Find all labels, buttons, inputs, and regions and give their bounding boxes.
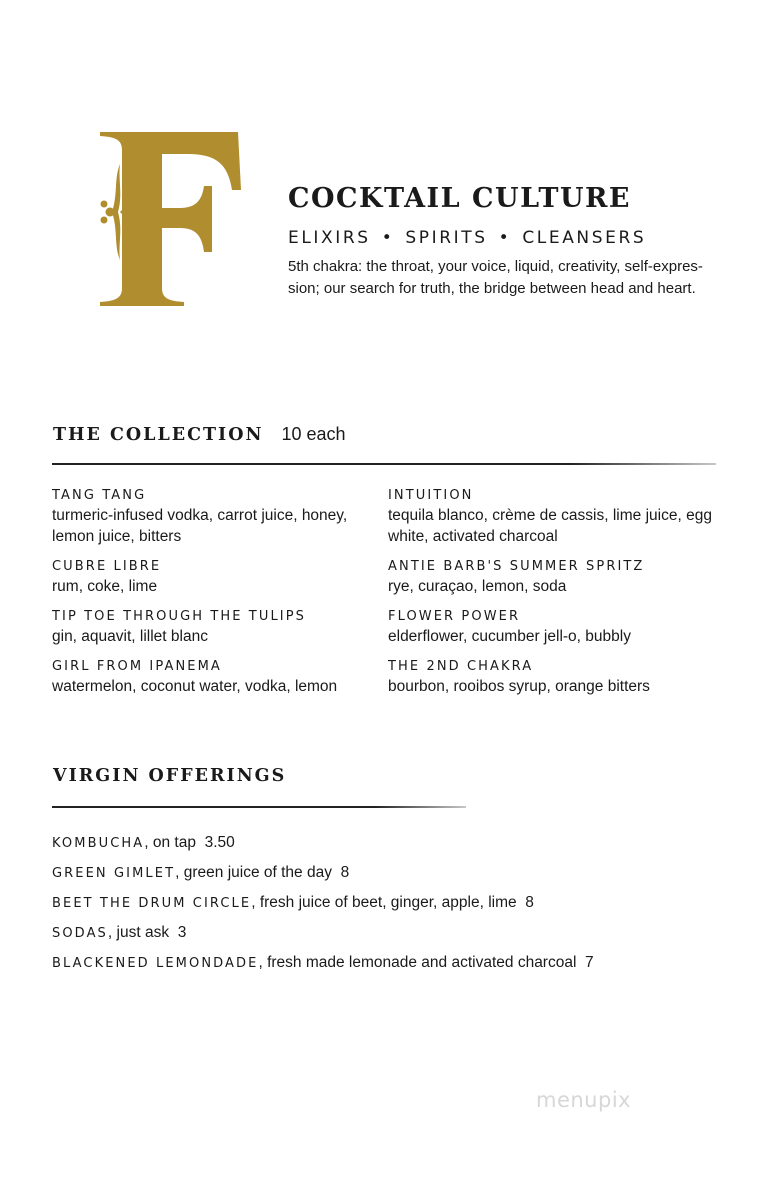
collection-left-column xyxy=(52,486,382,707)
item-name: GREEN GIMLET xyxy=(52,866,176,881)
item-price: 8 xyxy=(340,864,350,881)
collection-divider xyxy=(52,463,716,465)
comma: , xyxy=(258,954,268,971)
item-name: CUBRE LIBRE xyxy=(52,559,162,574)
virgin-list xyxy=(52,828,594,978)
menu-item xyxy=(52,486,382,547)
tagline-line: sion; our search for truth, the bridge between head and heart. xyxy=(288,280,696,297)
brand-title: COCKTAIL CULTURE xyxy=(288,183,632,214)
item-price: 3 xyxy=(177,924,187,941)
virgin-item xyxy=(52,888,594,918)
virgin-title: VIRGIN OFFERINGS xyxy=(53,766,287,786)
item-name: INTUITION xyxy=(388,488,474,503)
bullet-separator: • xyxy=(381,228,395,248)
category-spirits: SPIRITS xyxy=(405,228,488,248)
tagline xyxy=(288,256,720,300)
menu-item xyxy=(52,607,382,647)
comma: , xyxy=(175,864,184,881)
item-description: bourbon, rooibos syrup, orange bitters xyxy=(388,678,650,695)
item-name: ANTIE BARB'S SUMMER SPRITZ xyxy=(388,559,645,574)
collection-title: THE COLLECTION xyxy=(53,425,264,445)
menu-item xyxy=(52,557,382,597)
item-description: gin, aquavit, lillet blanc xyxy=(52,628,208,645)
virgin-item xyxy=(52,828,594,858)
header xyxy=(288,180,728,300)
item-description: elderflower, cucumber jell-o, bubbly xyxy=(388,628,631,645)
item-description: turmeric-infused vodka, carrot juice, honey, lemon juice, bitters xyxy=(52,507,348,545)
item-name: FLOWER POWER xyxy=(388,609,521,624)
comma: , xyxy=(251,894,260,911)
item-price: 3.50 xyxy=(204,834,235,851)
menu-item xyxy=(388,657,718,697)
item-description: fresh juice of beet, ginger, apple, lime xyxy=(259,894,517,911)
item-description: rum, coke, lime xyxy=(52,578,158,595)
virgin-item xyxy=(52,948,594,978)
menu-item xyxy=(52,657,382,697)
item-price: 8 xyxy=(525,894,534,911)
menu-item xyxy=(388,607,718,647)
item-name: THE 2ND CHAKRA xyxy=(388,659,534,674)
logo-f-monogram xyxy=(96,128,246,308)
collection-price-note: 10 each xyxy=(281,424,346,444)
item-name: BLACKENED LEMONDADE xyxy=(52,956,259,971)
virgin-item xyxy=(52,918,594,948)
item-description: fresh made lemonade and activated charcoal xyxy=(267,954,577,971)
item-price: 7 xyxy=(585,954,594,971)
virgin-heading xyxy=(53,766,286,786)
item-name: TANG TANG xyxy=(52,488,147,503)
item-description: watermelon, coconut water, vodka, lemon xyxy=(52,678,338,695)
category-elixirs: ELIXIRS xyxy=(288,228,371,248)
comma: , xyxy=(144,834,153,851)
virgin-divider xyxy=(52,806,466,808)
item-name: GIRL FROM IPANEMA xyxy=(52,659,222,674)
item-name: SODAS xyxy=(52,926,108,941)
bullet-separator: • xyxy=(498,228,512,248)
item-description: tequila blanco, crème de cassis, lime juice, egg white, activated charcoal xyxy=(388,507,712,545)
comma: , xyxy=(107,924,117,941)
item-name: KOMBUCHA xyxy=(52,836,145,851)
collection-right-column xyxy=(388,486,718,707)
menu-item xyxy=(388,557,718,597)
category-line xyxy=(288,226,728,250)
item-description: on tap xyxy=(152,834,196,851)
watermark: menupix xyxy=(536,1088,632,1112)
virgin-item xyxy=(52,858,594,888)
item-description: just ask xyxy=(116,924,170,941)
menu-item xyxy=(388,486,718,547)
tagline-line: 5th chakra: the throat, your voice, liquid, creativity, self-expres- xyxy=(288,258,703,275)
collection-heading xyxy=(53,424,346,445)
item-name: TIP TOE THROUGH THE TULIPS xyxy=(52,609,307,624)
category-cleansers: CLEANSERS xyxy=(522,228,647,248)
item-name: BEET THE DRUM CIRCLE xyxy=(52,896,252,911)
item-description: green juice of the day xyxy=(183,864,332,881)
item-description: rye, curaçao, lemon, soda xyxy=(388,578,567,595)
